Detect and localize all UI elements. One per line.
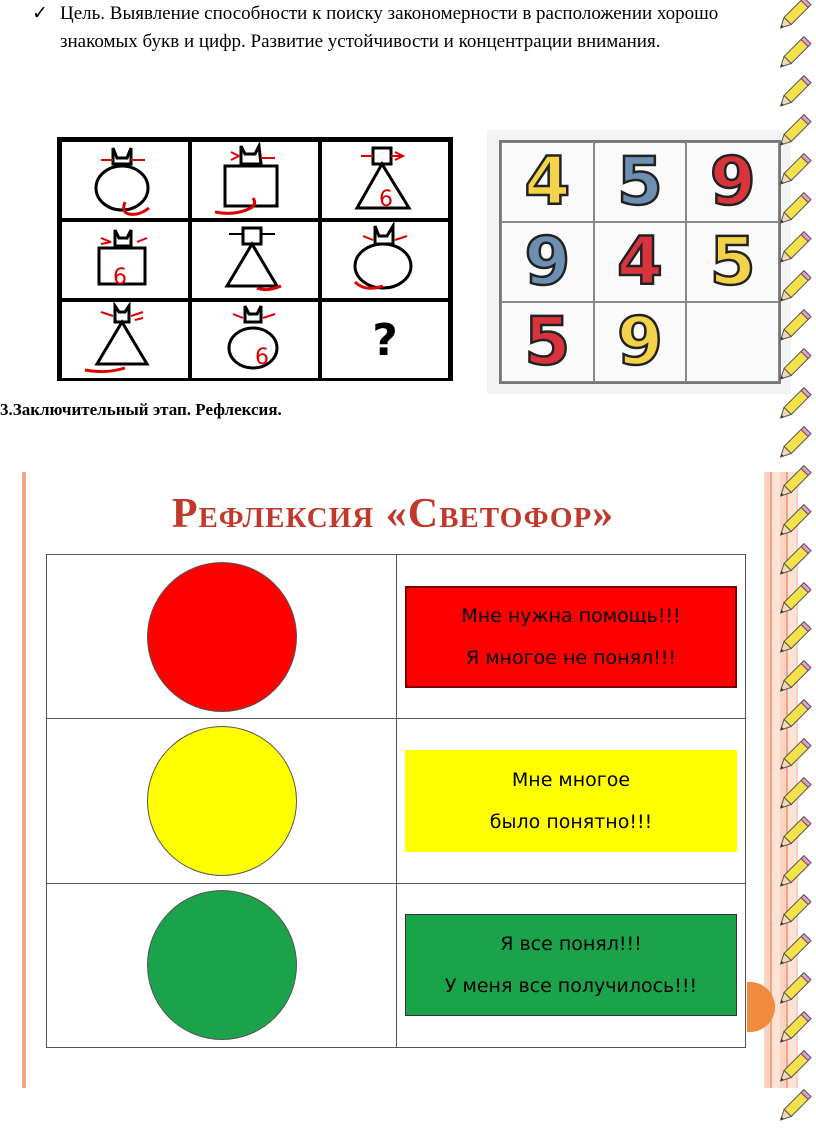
red-light-circle	[147, 562, 297, 712]
digit-cell	[501, 142, 594, 222]
message-line: Мне нужна помощь!!!	[461, 604, 681, 627]
cat-cell	[190, 300, 320, 380]
cat-cell	[190, 140, 320, 220]
slide-left-border	[22, 472, 26, 1088]
traffic-light-table	[46, 554, 746, 1048]
pencil-icon	[774, 737, 814, 777]
pencil-icon	[774, 776, 814, 816]
pencil-icon	[774, 0, 814, 36]
cat-cell	[320, 140, 450, 220]
cat-square-icon	[195, 142, 315, 218]
cat-puzzle-grid	[57, 137, 453, 381]
cat-cell	[320, 220, 450, 300]
cat-triangle-icon	[325, 142, 445, 218]
svg-text:6: 6	[379, 187, 393, 212]
goal-paragraph	[32, 0, 772, 56]
pencil-icon	[774, 1088, 814, 1128]
pencil-icon	[774, 191, 814, 231]
pencil-icon	[774, 854, 814, 894]
cat-cell	[60, 140, 190, 220]
digit-cell	[594, 222, 687, 302]
pencil-icon	[774, 698, 814, 738]
pencil-icon	[774, 815, 814, 855]
digit: 9	[709, 143, 756, 220]
cat-cell	[190, 220, 320, 300]
pencil-border	[770, 0, 816, 1142]
digit: 9	[617, 303, 663, 380]
message-line: было понятно!!!	[489, 810, 653, 833]
digit-cell	[594, 142, 687, 222]
missing-cell	[320, 300, 450, 380]
digit: 5	[617, 143, 663, 220]
digit: 5	[709, 223, 756, 300]
pencil-icon	[774, 542, 814, 582]
digit-cell	[686, 222, 779, 302]
svg-text:6: 6	[113, 265, 127, 290]
pencil-icon	[774, 893, 814, 933]
digit-cell	[686, 142, 779, 222]
table-row	[47, 555, 746, 719]
pencil-icon	[774, 35, 814, 75]
pencil-icon	[774, 230, 814, 270]
svg-text:6: 6	[255, 345, 269, 370]
reflection-slide	[22, 472, 802, 1088]
pencil-icon	[774, 425, 814, 465]
digit: 9	[524, 223, 571, 300]
pencil-icon	[774, 152, 814, 192]
message-line: Я все понял!!!	[500, 933, 642, 956]
pencil-icon	[774, 581, 814, 621]
cat-triangle-icon	[65, 302, 185, 378]
pencil-icon	[774, 269, 814, 309]
goal-text: Цель. Выявление способности к поиску закономерности в расположении хорошо знакомых букв и цифр. Развитие устойчивости и концентрации внимания.	[60, 3, 719, 52]
cat-circle-icon	[195, 302, 315, 378]
cat-cell	[60, 300, 190, 380]
pencil-icon	[774, 464, 814, 504]
pencil-icon	[774, 113, 814, 153]
pencil-icon	[774, 308, 814, 348]
red-message-box	[405, 586, 737, 688]
pencil-icon	[774, 74, 814, 114]
pencil-icon	[774, 1049, 814, 1089]
green-light-circle	[147, 890, 297, 1040]
table-row	[47, 719, 746, 883]
cat-triangle-icon	[195, 222, 315, 298]
pencil-icon	[774, 503, 814, 543]
message-line: Я многое не понял!!!	[465, 646, 676, 669]
digit-cell	[501, 222, 594, 302]
cat-square-icon	[65, 222, 185, 298]
green-message-box	[405, 914, 737, 1016]
slide-title: Рефлексия «Светофор»	[171, 491, 615, 537]
yellow-message-box	[405, 750, 737, 852]
pencil-icon	[774, 386, 814, 426]
cat-circle-icon	[325, 222, 445, 298]
digit-cell	[501, 302, 594, 382]
digit: 4	[524, 143, 571, 220]
pencil-icon	[774, 1010, 814, 1050]
digit: 4	[617, 223, 663, 300]
pencil-icon	[774, 971, 814, 1011]
digit-puzzle	[487, 130, 791, 394]
digit: 5	[524, 303, 571, 380]
section-heading: 3.Заключительный этап. Рефлексия.	[0, 400, 282, 419]
message-line: У меня все получилось!!!	[444, 975, 698, 998]
question-mark: ?	[372, 314, 398, 366]
pencil-icon	[774, 659, 814, 699]
digit-cell	[594, 302, 687, 382]
pencil-icon	[774, 932, 814, 972]
digit-puzzle-grid	[499, 140, 781, 384]
digit-cell	[686, 302, 779, 382]
message-line: Мне многое	[511, 768, 631, 791]
checkmark-icon: ✓	[32, 3, 48, 24]
pencil-icon	[774, 347, 814, 387]
cat-circle-icon	[65, 142, 185, 218]
pencil-icon	[774, 620, 814, 660]
table-row	[47, 883, 746, 1047]
yellow-light-circle	[147, 726, 297, 876]
cat-cell	[60, 220, 190, 300]
